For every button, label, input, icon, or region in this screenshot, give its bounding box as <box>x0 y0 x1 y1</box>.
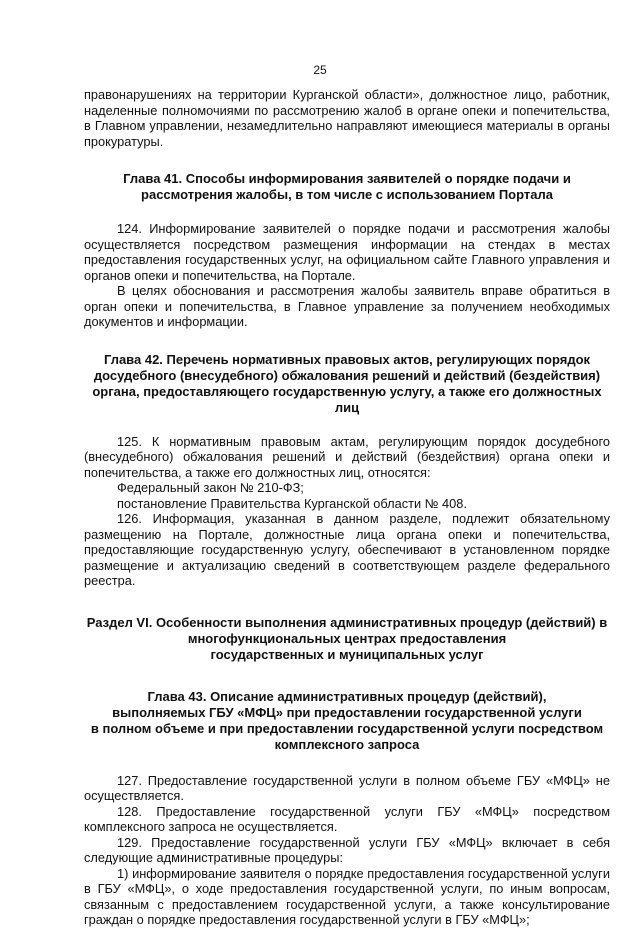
law-item: Федеральный закон № 210-ФЗ; <box>117 480 304 495</box>
list-item-1: 1) информирование заявителя о порядке предоставления государственной услуги в ГБУ «МФЦ», о ходе предоставления государственной услуги, по иным вопросам, связанным с предоставлением государственной услуги, а также консультирование граждан о порядке предоставления государственной услуги в ГБУ «МФЦ»; <box>84 865 610 927</box>
paragraph-124-cont: В целях обоснования и рассмотрения жалобы заявитель вправе обратиться в орган опеки и попечительства, в Главное управление за получением необходимых документов и информации. <box>84 283 610 329</box>
paragraph-128: 128. Предоставление государственной услуги ГБУ «МФЦ» посредством комплексного запроса не осуществляется. <box>84 803 610 834</box>
chapter-43-heading-line: Глава 43. Описание административных процедур (действий), <box>147 688 547 704</box>
section-6-heading-line: государственных и муниципальных услуг <box>210 646 484 662</box>
paragraph-126: 126. Информация, указанная в данном разделе, подлежит обязательному размещению на Портале, должностные лица органа опеки и попечительства, предоставляющие государственную услугу, обеспечивают в установленном порядке размещение и актуализацию сведений в соответствующем разделе федерального реестра. <box>84 511 610 588</box>
section-6-heading-line: Раздел VI. Особенности выполнения административных процедур (действий) в <box>86 614 608 630</box>
section-6-heading <box>84 615 610 663</box>
chapter-42-heading-line: Глава 42. Перечень нормативных правовых актов, регулирующих порядок <box>103 351 591 367</box>
chapter-41-heading-line: рассмотрения жалобы, в том числе с использованием Портала <box>141 187 553 202</box>
paragraph-129: 129. Предоставление государственной услуги ГБУ «МФЦ» включает в себя следующие административные процедуры: <box>84 834 610 865</box>
paragraph-124: 124. Информирование заявителей о порядке подачи и рассмотрения жалобы осуществляется посредством размещения информации на стендах в местах предоставления государственных услуг, на официальном сайте Главного управления и органов опеки и попечительства, на Портале. <box>84 221 610 283</box>
chapter-43-heading <box>84 689 610 753</box>
chapter-42-heading-line: досудебного (внесудебного) обжалования решений и действий (бездействия) <box>93 367 601 383</box>
chapter-41-heading-line: Глава 41. Способы информирования заявителей о порядке подачи и <box>123 171 571 186</box>
paragraph-127: 127. Предоставление государственной услуги в полном объеме ГБУ «МФЦ» не осуществляется. <box>84 772 610 803</box>
section-6-heading-line: многофункциональных центрах предоставления <box>187 630 507 646</box>
chapter-41-heading <box>84 171 610 203</box>
page-number: 25 <box>313 63 327 77</box>
chapter-43-heading-line: в полном объеме и при предоставлении государственной услуги посредством <box>90 720 604 736</box>
paragraph-125: 125. К нормативным правовым актам, регулирующим порядок досудебного (внесудебного) обжалования решений и действий (бездействия) органа опеки и попечительства, а также его должностных лиц, относятся: <box>84 433 610 480</box>
law-item: постановление Правительства Курганской области № 408. <box>117 495 467 511</box>
chapter-42-heading-line: органа, предоставляющего государственную услугу, а также его должностных лиц <box>92 383 602 415</box>
intro-paragraph: правонарушениях на территории Курганской области», должностное лицо, работник, наделенные полномочиями по рассмотрению жалоб в органе опеки и попечительства, в Главном управлении, незамедлительно направляют имеющиеся материалы в органы прокуратуры. <box>84 87 610 149</box>
chapter-43-heading-line: выполняемых ГБУ «МФЦ» при предоставлении государственной услуги <box>112 704 582 720</box>
chapter-42-heading <box>84 352 610 416</box>
chapter-43-heading-line: комплексного запроса <box>274 736 420 752</box>
